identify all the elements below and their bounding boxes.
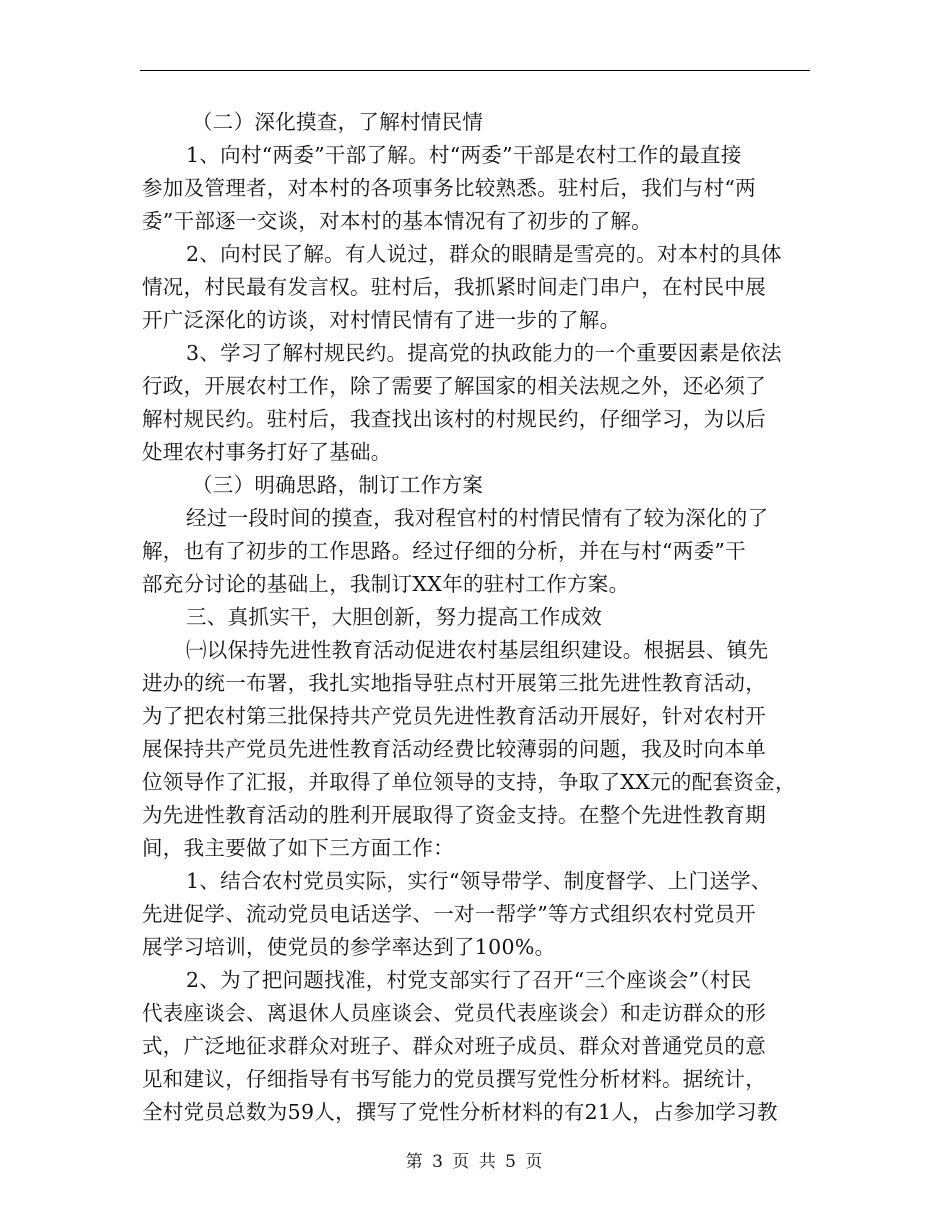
page-number: 第 3 页 共 5 页 (405, 1152, 545, 1172)
paragraph-line: 参加及管理者，对本村的各项事务比较熟悉。驻村后，我们与村“两 (142, 176, 756, 200)
paragraph-line: 为先进性教育活动的胜利开展取得了资金支持。在整个先进性教育期 (142, 803, 766, 827)
section-heading: 三、真抓实干，大胆创新，努力提高工作成效 (186, 605, 602, 629)
paragraph-line: 开广泛深化的访谈，对村情民情有了进一步的了解。 (142, 308, 621, 332)
paragraph-line: ㈠以保持先进性教育活动促进农村基层组织建设。根据县、镇先 (186, 638, 769, 662)
paragraph-line: 部充分讨论的基础上，我制订XX年的驻村工作方案。 (142, 572, 630, 596)
paragraph-line: 解，也有了初步的工作思路。经过仔细的分析，并在与村“两委”干 (142, 539, 746, 563)
section-heading: （二）深化摸查，了解村情民情 (192, 110, 484, 134)
section-heading: （三）明确思路，制订工作方案 (192, 473, 484, 497)
paragraph-line: 情况，村民最有发言权。驻村后，我抓紧时间走门串户，在村民中展 (142, 275, 766, 299)
paragraph-line: 3、学习了解村规民约。提高党的执政能力的一个重要因素是依法 (186, 341, 782, 365)
paragraph-line: 位领导作了汇报，并取得了单位领导的支持，争取了XX元的配套资金， (142, 770, 796, 794)
paragraph-line: 处理农村事务打好了基础。 (142, 440, 392, 464)
paragraph-line: 先进促学、流动党员电话送学、一对一帮学”等方式组织农村党员开 (142, 902, 756, 926)
paragraph-line: 全村党员总数为59人，撰写了党性分析材料的有21人，占参加学习教 (142, 1100, 778, 1124)
document-body (142, 106, 814, 1129)
paragraph-line: 展保持共产党员先进性教育活动经费比较薄弱的问题，我及时向本单 (142, 737, 766, 761)
paragraph-line: 见和建议，仔细指导有书写能力的党员撰写党性分析材料。据统计， (142, 1067, 766, 1091)
paragraph-line: 行政，开展农村工作，除了需要了解国家的相关法规之外，还必须了 (142, 374, 766, 398)
paragraph-line: 1、结合农村党员实际，实行“领导带学、制度督学、上门送学、 (186, 869, 772, 893)
paragraph-line: 1、向村“两委”干部了解。村“两委”干部是农村工作的最直接 (186, 143, 742, 167)
paragraph-line: 进办的统一布署，我扎实地指导驻点村开展第三批先进性教育活动， (142, 671, 766, 695)
paragraph-line: 为了把农村第三批保持共产党员先进性教育活动开展好，针对农村开 (142, 704, 766, 728)
paragraph-line: 经过一段时间的摸查，我对程官村的村情民情有了较为深化的了 (186, 506, 769, 530)
paragraph-line: 2、为了把问题找准，村党支部实行了召开“三个座谈会”（村民 (186, 968, 752, 992)
paragraph-line: 代表座谈会、离退休人员座谈会、党员代表座谈会）和走访群众的形 (142, 1001, 766, 1025)
paragraph-line: 解村规民约。驻村后，我查找出该村的村规民约，仔细学习，为以后 (142, 407, 766, 431)
paragraph-line: 2、向村民了解。有人说过，群众的眼睛是雪亮的。对本村的具体 (186, 242, 782, 266)
paragraph-line: 展学习培训，使党员的参学率达到了100%。 (142, 935, 556, 959)
paragraph-line: 委”干部逐一交谈，对本村的基本情况有了初步的了解。 (142, 209, 652, 233)
paragraph-line: 间，我主要做了如下三方面工作： (142, 836, 454, 860)
header-rule (140, 70, 810, 71)
paragraph-line: 式，广泛地征求群众对班子、群众对班子成员、群众对普通党员的意 (142, 1034, 766, 1058)
